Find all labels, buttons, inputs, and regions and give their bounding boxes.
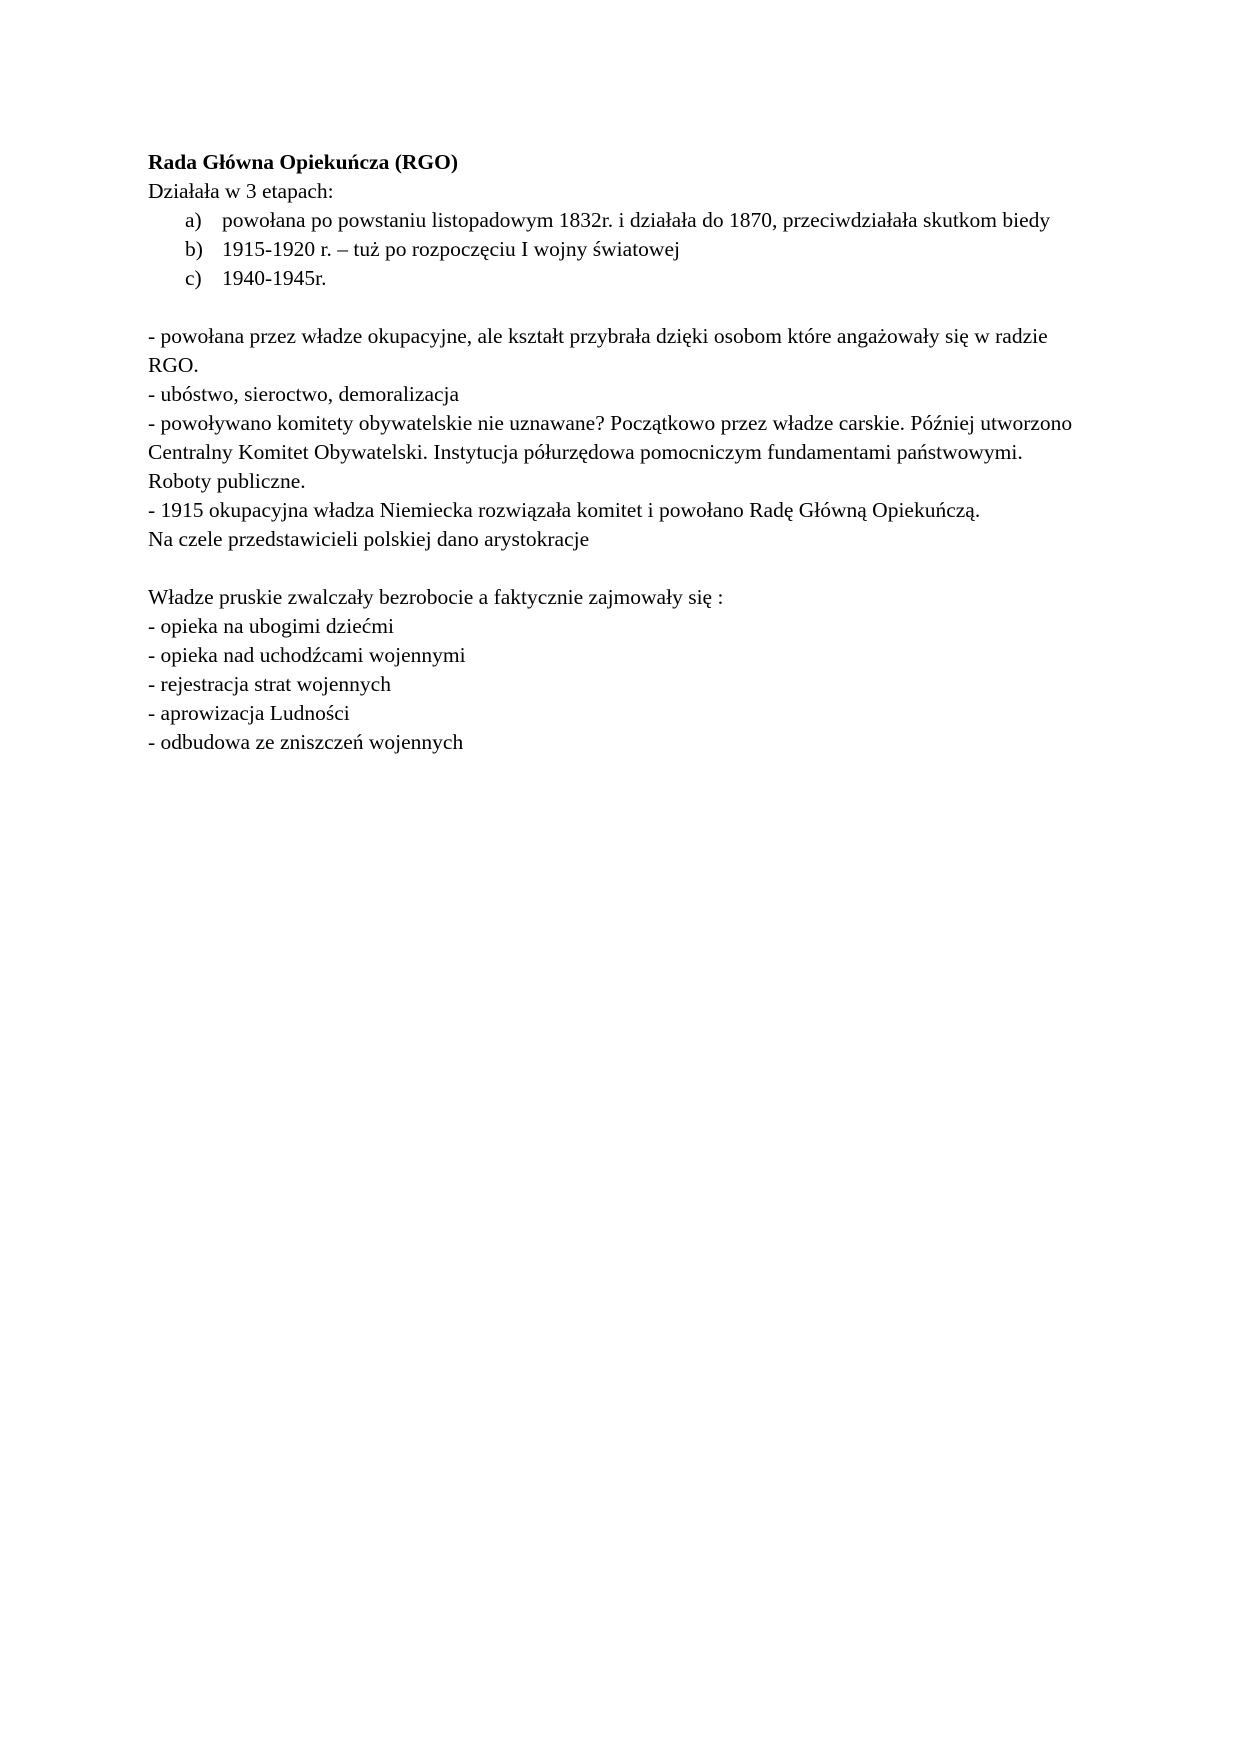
- list-item: [148, 235, 1088, 264]
- activity-item: - rejestracja strat wojennych: [148, 672, 391, 696]
- list-item: [148, 206, 1088, 235]
- document-body: [148, 148, 1088, 757]
- activity-item: - opieka na ubogimi dziećmi: [148, 614, 394, 638]
- list-marker: a): [185, 208, 202, 232]
- paragraph-spacer: [148, 293, 1088, 322]
- list-item-text: powołana po powstaniu listopadowym 1832r. i działała do 1870, przeciwdziałała skutkom biedy: [222, 208, 1051, 232]
- activity-item: - odbudowa ze zniszczeń wojennych: [148, 730, 464, 754]
- activity-item: - aprowizacja Ludności: [148, 701, 350, 725]
- note-line: - powołana przez władze okupacyjne, ale kształt przybrała dzięki osobom które angażowały się w radzie RGO.: [148, 324, 1048, 377]
- paragraph-spacer: [148, 554, 1088, 583]
- stages-intro: Działała w 3 etapach:: [148, 179, 334, 203]
- note-line: - powoływano komitety obywatelskie nie uznawane? Początkowo przez władze carskie. Później utworzono Centralny Komitet Obywatelski. Instytucja półurzędowa pomocniczym fundamentami państwowymi. Roboty publiczne.: [148, 411, 1073, 493]
- note-line: - 1915 okupacyjna władza Niemiecka rozwiązała komitet i powołano Radę Główną Opiekuńczą.: [148, 498, 981, 522]
- note-line: Na czele przedstawicieli polskiej dano arystokracje: [148, 527, 590, 551]
- list-marker: c): [185, 266, 202, 290]
- prussia-intro: Władze pruskie zwalczały bezrobocie a faktycznie zajmowały się :: [148, 585, 724, 609]
- note-line: - ubóstwo, sieroctwo, demoralizacja: [148, 382, 460, 406]
- list-marker: b): [185, 237, 203, 261]
- list-item: [148, 264, 1088, 293]
- activity-item: - opieka nad uchodźcami wojennymi: [148, 643, 466, 667]
- document-title: Rada Główna Opiekuńcza (RGO): [148, 150, 458, 174]
- list-item-text: 1915-1920 r. – tuż po rozpoczęciu I wojny światowej: [222, 237, 680, 261]
- list-item-text: 1940-1945r.: [222, 266, 327, 290]
- stages-list: [148, 206, 1088, 293]
